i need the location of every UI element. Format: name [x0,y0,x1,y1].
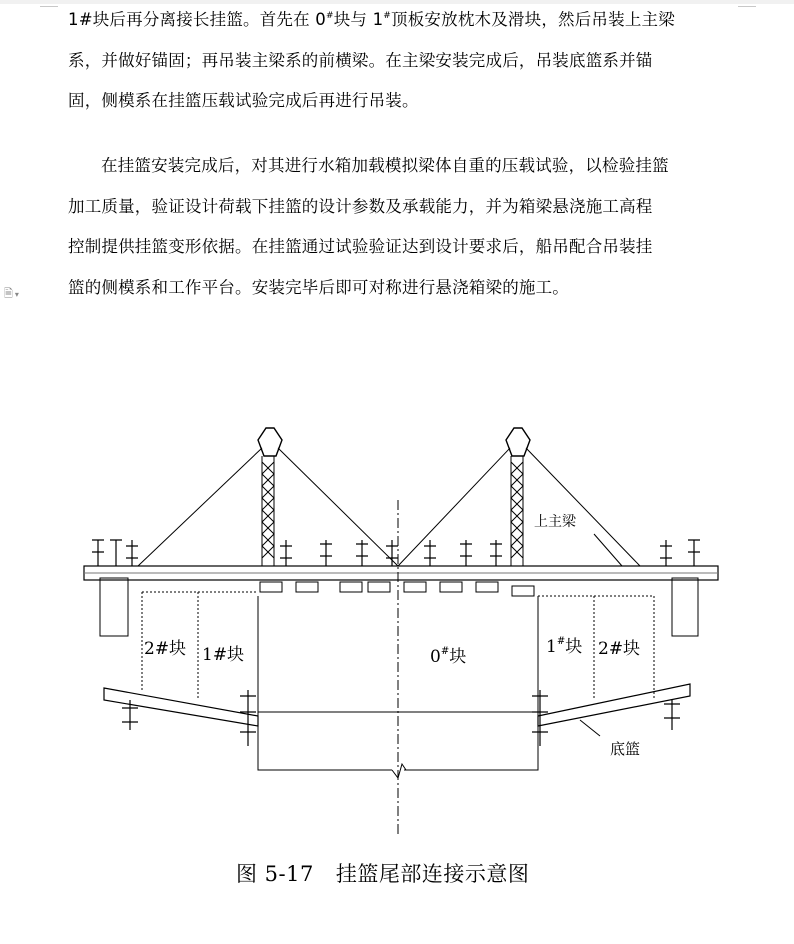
paragraph-1-line-3: 固，侧模系在挂篮压载试验完成后再进行吊装。 [68,91,419,110]
label-bottom-basket: 底篮 [610,740,641,758]
figure-caption [236,858,529,888]
paragraph-1-line-1: 1#块后再分离接长挂篮。首先在 0#块与 1#顶板安放枕木及滑块，然后吊装上主梁 [68,10,675,29]
top-beam-leader [594,534,622,566]
label-block2-left: 2#块 [144,639,187,659]
label-top-beam: 上主梁 [534,514,576,530]
figure-number: 图 5-17 [236,862,314,886]
bottom-basket-leader [580,720,600,736]
bottom-baskets [104,684,690,726]
paragraph-2-line-3: 控制提供挂篮变形依据。在挂篮通过试验验证达到设计要求后，船吊配合吊装挂 [68,237,653,256]
document-paragraph-icon[interactable]: 🗎 ▾ [4,287,19,300]
paragraph-2-line-2: 加工质量，验证设计荷载下挂篮的设计参数及承载能力，并为箱梁悬浇施工高程 [68,196,653,216]
label-block1-left: 1#块 [202,645,245,665]
paragraph-2-line-1: 在挂篮安装完成后，对其进行水箱加载模拟梁体自重的压载试验，以检验挂篮 [101,156,669,175]
figure-title: 挂篮尾部连接示意图 [335,862,530,886]
bottom-anchors [122,690,680,746]
paragraph-2-line-4: 篮的侧模系和工作平台。安装完毕后即可对称进行悬浇箱梁的施工。 [68,277,569,297]
stay-cables [138,448,640,566]
label-block0: 0#块 [430,646,467,667]
slide-blocks [260,582,534,596]
label-block1-right: 1#块 [546,636,583,657]
chevron-down-icon: ▾ [14,290,19,299]
right-end-post [672,578,698,636]
main-beam [84,566,718,580]
left-end-post [100,578,128,636]
beam-anchors [92,540,700,566]
label-block2-right: 2#块 [598,639,641,659]
paragraph-1-line-2: 系，并做好锚固；再吊装主梁系的前横梁。在主梁安装完成后，吊装底篮系并锚 [68,50,653,70]
